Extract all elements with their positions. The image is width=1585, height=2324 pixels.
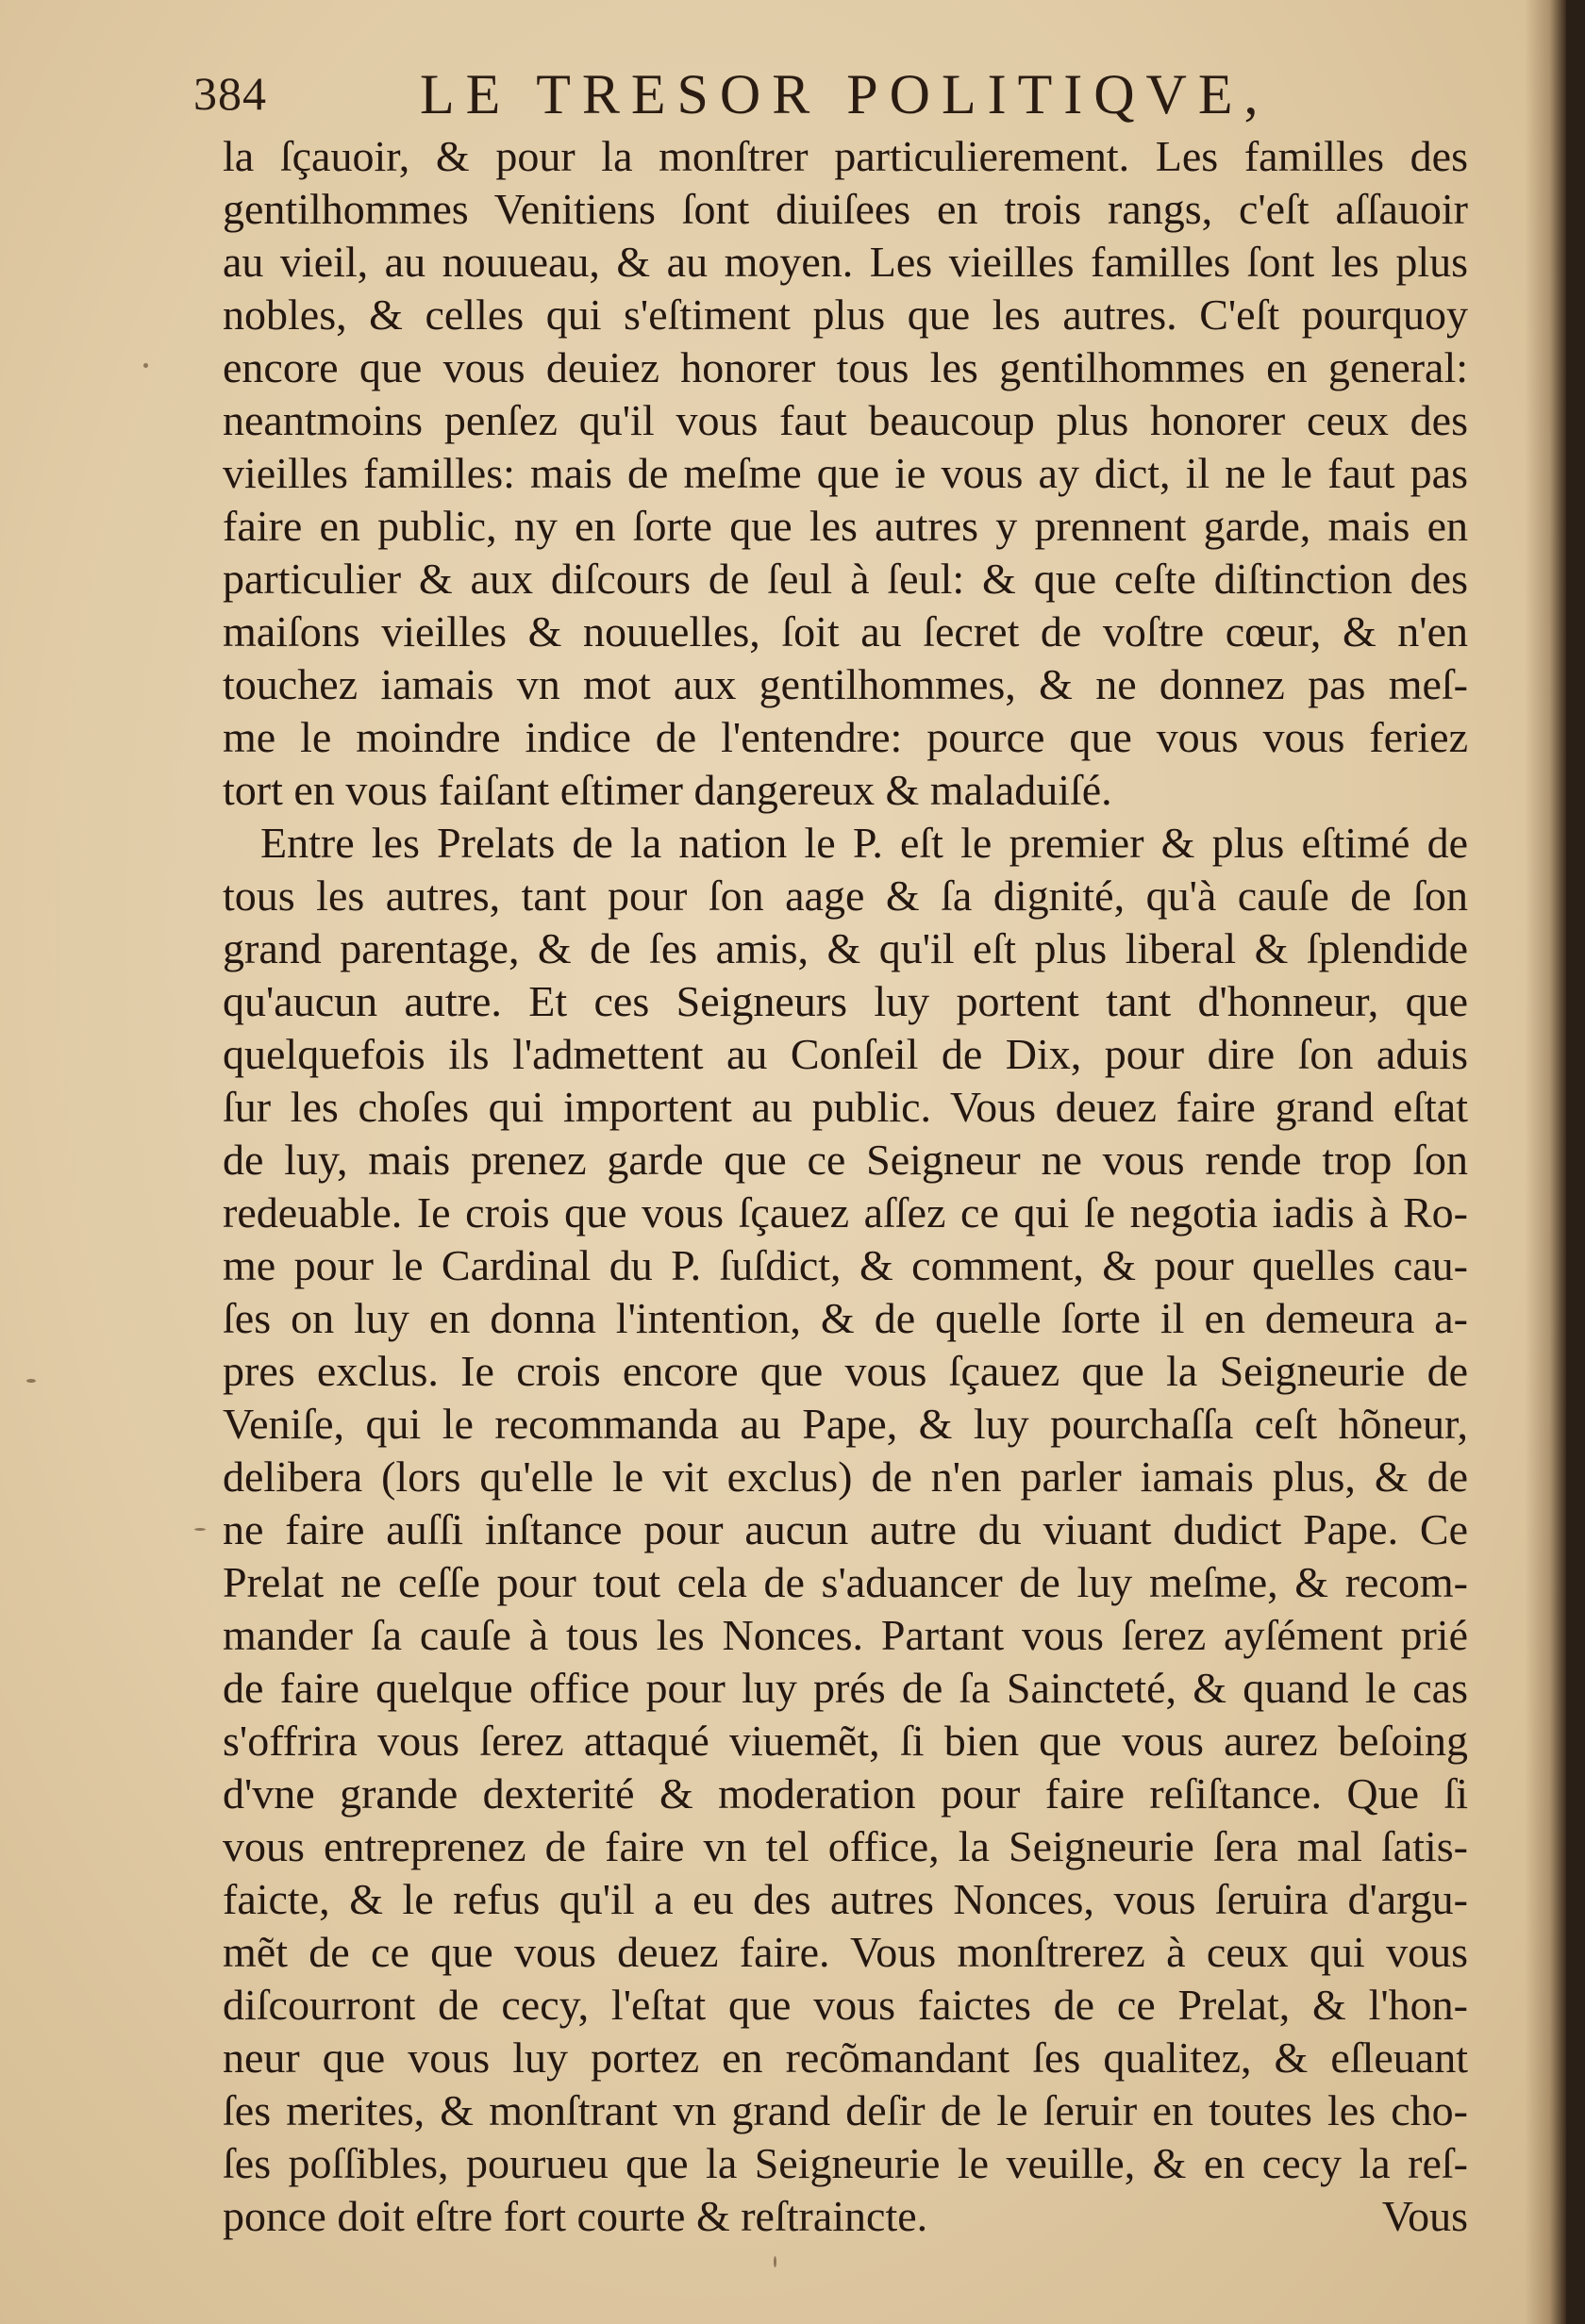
text-line: maiſons vieilles & nouuelles, ſoit au ſecret de voſtre cœur, & n'en	[223, 607, 1468, 656]
text-line: me le moindre indice de l'entendre: pource que vous vous feriez	[223, 713, 1468, 761]
text-line: Prelat ne ceſſe pour tout cela de s'aduancer de luy meſme, & recom-	[223, 1558, 1468, 1606]
running-head	[193, 62, 1448, 138]
text-line: particulier & aux diſcours de ſeul à ſeul: & que ceſte diſtinction des	[223, 555, 1468, 603]
catchword: Vous	[1381, 2192, 1468, 2240]
text-line: Entre les Prelats de la nation le P. eſt le premier & plus eſtimé de	[260, 819, 1468, 867]
text-line: gentilhommes Venitiens ſont diuiſees en trois rangs, c'eſt aſſauoir	[223, 185, 1468, 233]
text-line: Veniſe, qui le recommanda au Pape, & luy pourchaſſa ceſt hõneur,	[223, 1400, 1468, 1448]
text-line: me pour le Cardinal du P. ſuſdict, & comment, & pour quelles cau-	[223, 1241, 1468, 1289]
binding-gutter	[1525, 0, 1566, 2324]
text-line: faicte, & le refus qu'il a eu des autres Nonces, vous ſeruira d'argu-	[223, 1875, 1468, 1923]
text-line: d'vne grande dexterité & moderation pour faire reſiſtance. Que ſi	[223, 1769, 1468, 1818]
running-title: LE TRESOR POLITIQVE,	[420, 63, 1270, 125]
text-line: delibera (lors qu'elle le vit exclus) de n'en parler iamais plus, & de	[223, 1452, 1468, 1501]
paper-speck	[143, 363, 148, 368]
body-text	[223, 130, 1468, 2243]
text-line: diſcourront de cecy, l'eſtat que vous faictes de ce Prelat, & l'hon-	[223, 1981, 1468, 2029]
text-line: touchez iamais vn mot aux gentilhommes, & ne donnez pas meſ-	[223, 660, 1468, 708]
text-line: ne faire auſſi inſtance pour aucun autre du viuant dudict Pape. Ce	[223, 1505, 1468, 1553]
text-line: tort en vous faiſant eſtimer dangereux & maladuiſé.	[223, 766, 1112, 814]
paper-speck	[194, 1528, 206, 1531]
text-line: qu'aucun autre. Et ces Seigneurs luy portent tant d'honneur, que	[223, 977, 1468, 1025]
text-line: ſes merites, & monſtrant vn grand deſir de le ſeruir en toutes les cho-	[223, 2086, 1468, 2134]
text-line: faire en public, ny en ſorte que les autres y prennent garde, mais en	[223, 502, 1468, 550]
text-line: vieilles familles: mais de meſme que ie vous ay dict, il ne le faut pas	[223, 449, 1468, 497]
text-line: de luy, mais prenez garde que ce Seigneur ne vous rende trop ſon	[223, 1136, 1468, 1184]
text-line: mander ſa cauſe à tous les Nonces. Partant vous ſerez ayſément prié	[223, 1611, 1468, 1659]
text-line: de faire quelque office pour luy prés de ſa Saincteté, & quand le cas	[223, 1664, 1468, 1712]
text-line: encore que vous deuiez honorer tous les gentilhommes en general:	[223, 343, 1468, 391]
text-line: neur que vous luy portez en recõmandant ſes qualitez, & eſleuant	[223, 2034, 1468, 2082]
text-line: au vieil, au nouueau, & au moyen. Les vieilles familles ſont les plus	[223, 238, 1468, 286]
text-line: la ſçauoir, & pour la monſtrer particulierement. Les familles des	[223, 132, 1468, 180]
text-line: quelquefois ils l'admettent au Conſeil de Dix, pour dire ſon aduis	[223, 1030, 1468, 1078]
paper-speck	[774, 2256, 776, 2267]
text-line: tous les autres, tant pour ſon aage & ſa dignité, qu'à cauſe de ſon	[223, 872, 1468, 920]
page-number: 384	[193, 67, 267, 120]
text-line: nobles, & celles qui s'eſtiment plus que les autres. C'eſt pourquoy	[223, 290, 1468, 339]
text-line: vous entreprenez de faire vn tel office, la Seigneurie ſera mal ſatis-	[223, 1822, 1468, 1870]
text-line: neantmoins penſez qu'il vous faut beaucoup plus honorer ceux des	[223, 396, 1468, 444]
text-line: ſur les choſes qui importent au public. Vous deuez faire grand eſtat	[223, 1083, 1468, 1131]
text-line: grand parentage, & de ſes amis, & qu'il eſt plus liberal & ſplendide	[223, 924, 1468, 972]
text-line: s'offrira vous ſerez attaqué viuemẽt, ſi bien que vous aurez beſoing	[223, 1717, 1468, 1765]
text-line: ſes poſſibles, pourueu que la Seigneurie le veuille, & en cecy la reſ-	[223, 2139, 1468, 2187]
text-line: pres exclus. Ie crois encore que vous ſçauez que la Seigneurie de	[223, 1347, 1468, 1395]
text-line: mẽt de ce que vous deuez faire. Vous monſtrerez à ceux qui vous	[223, 1928, 1468, 1976]
text-line: redeuable. Ie crois que vous ſçauez aſſez ce qui ſe negotia iadis à Ro-	[223, 1188, 1468, 1237]
text-line: ſes on luy en donna l'intention, & de quelle ſorte il en demeura a-	[223, 1294, 1468, 1342]
paper-speck	[26, 1379, 36, 1383]
text-line: ponce doit eſtre fort courte & reſtraincte.	[223, 2192, 928, 2240]
